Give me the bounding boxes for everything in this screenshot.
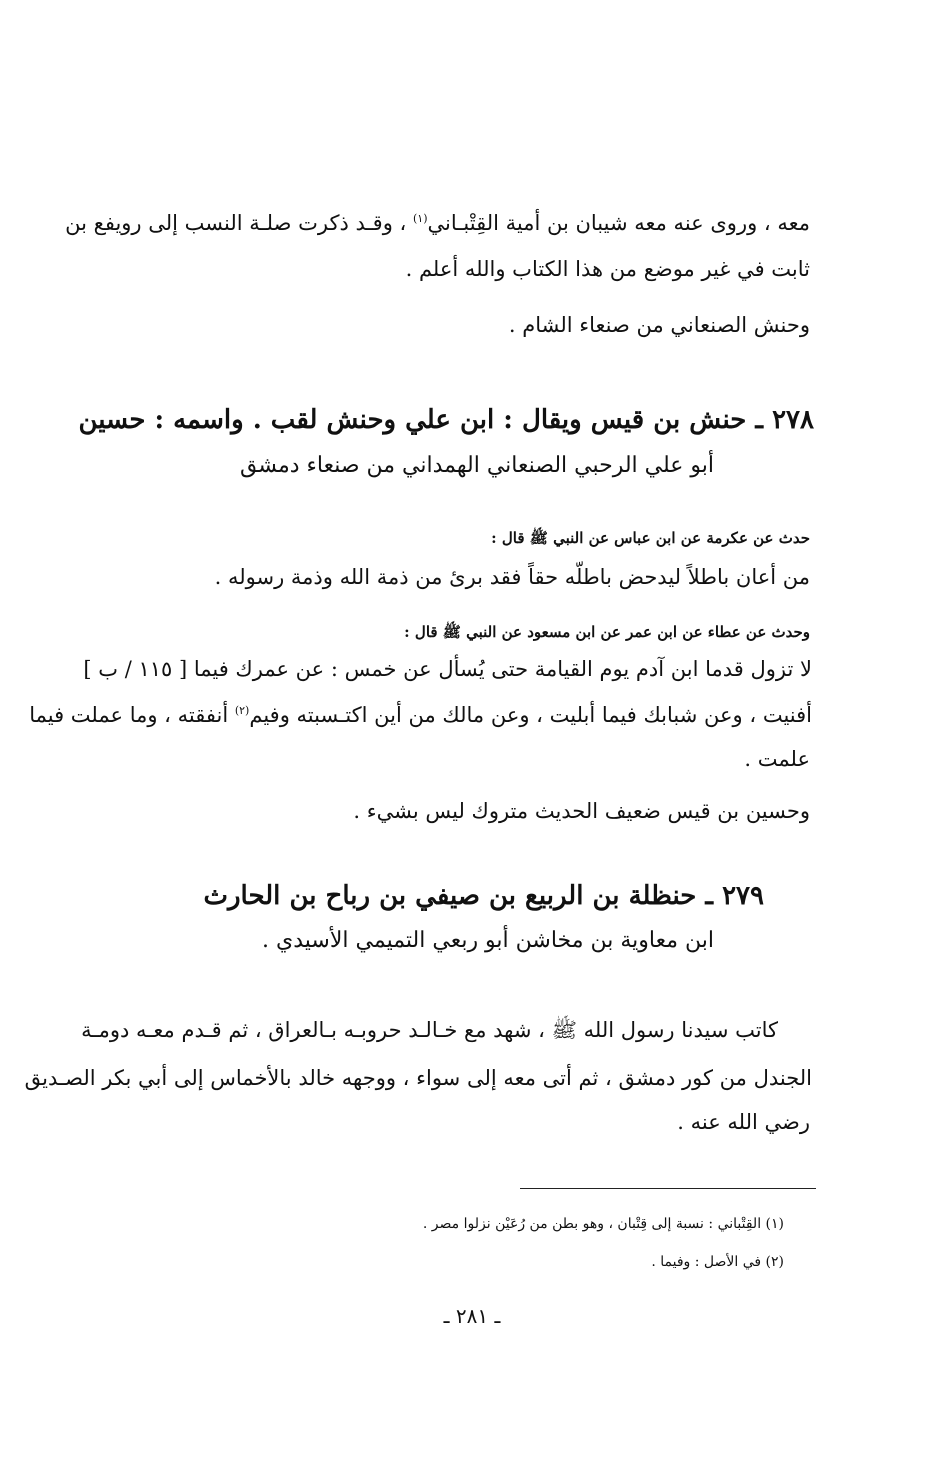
entry-note: وحسين بن قيس ضعيف الحديث متروك ليس بشيء .: [353, 799, 810, 823]
isnad-line: حدث عن عكرمة عن ابن عباس عن النبي ﷺ قال :: [491, 529, 810, 547]
entry-heading: ٢٧٩ ـ حنظلة بن الربيع بن صيفي بن رباح بن الحارث: [203, 881, 764, 911]
footnote-marker: (٢): [234, 704, 250, 717]
entry-heading: ٢٧٨ ـ حنش بن قيس ويقال : ابن علي وحنش لقب . واسمه : حسين: [78, 405, 814, 435]
isnad-line: وحدث عن عطاء عن ابن عمر عن ابن مسعود عن النبي ﷺ قال :: [404, 623, 810, 641]
text-segment: معه ، وروى عنه معه شيبان بن أمية القِتْبـاني: [427, 211, 810, 235]
footnote-divider: [520, 1188, 816, 1189]
entry-subheading: ابن معاوية بن مخاشن أبو ربعي التميمي الأسيدي .: [262, 928, 714, 953]
hadith-text: علمت .: [744, 747, 810, 771]
paragraph-line: كاتب سيدنا رسول الله ﷺ ، شهد مع خـالـد حروبـه بـالعراق ، ثم قـدم معـه دومـة: [81, 1018, 778, 1042]
paragraph-line: ثابت في غير موضع من هذا الكتاب والله أعلم .: [405, 257, 810, 281]
paragraph-line: رضي الله عنه .: [677, 1110, 810, 1134]
hadith-text: [29, 700, 812, 730]
text-segment: أفنيت ، وعن شبابك فيما أبليت ، وعن مالك من أين اكتـسبته وفيم: [249, 703, 812, 727]
footnote: (٢) في الأصل : وفيما .: [651, 1254, 784, 1270]
text-segment: ، وقـد ذكرت صلـة النسب إلى رويفع بن: [65, 211, 413, 235]
footnote: (١) القِتْباني : نسبة إلى قِتْبان ، وهو بطن من رُعَيْن نزلوا مصر .: [422, 1216, 784, 1232]
paragraph-line: الجندل من كور دمشق ، ثم أتى معه إلى سواء ، ووجهه خالد بالأخماس إلى أبي بكر الصـديق: [24, 1066, 812, 1090]
hadith-text: لا تزول قدما ابن آدم يوم القيامة حتى يُسأل عن خمس : عن عمرك فيما [ ١١٥ / ب ]: [83, 657, 812, 681]
entry-subheading: أبو علي الرحبي الصنعاني الهمداني من صنعاء دمشق: [240, 453, 714, 478]
paragraph-line: وحنش الصنعاني من صنعاء الشام .: [508, 313, 810, 337]
page-number: ـ ٢٨١ ـ: [443, 1304, 501, 1328]
footnote-marker: (١): [413, 212, 428, 225]
hadith-text: من أعان باطلاً ليدحض باطلّه حقاً فقد برئ من ذمة الله وذمة رسوله .: [214, 565, 810, 589]
paragraph-line: [65, 208, 810, 238]
text-segment: أنفقته ، وما عملت فيما: [29, 703, 235, 727]
